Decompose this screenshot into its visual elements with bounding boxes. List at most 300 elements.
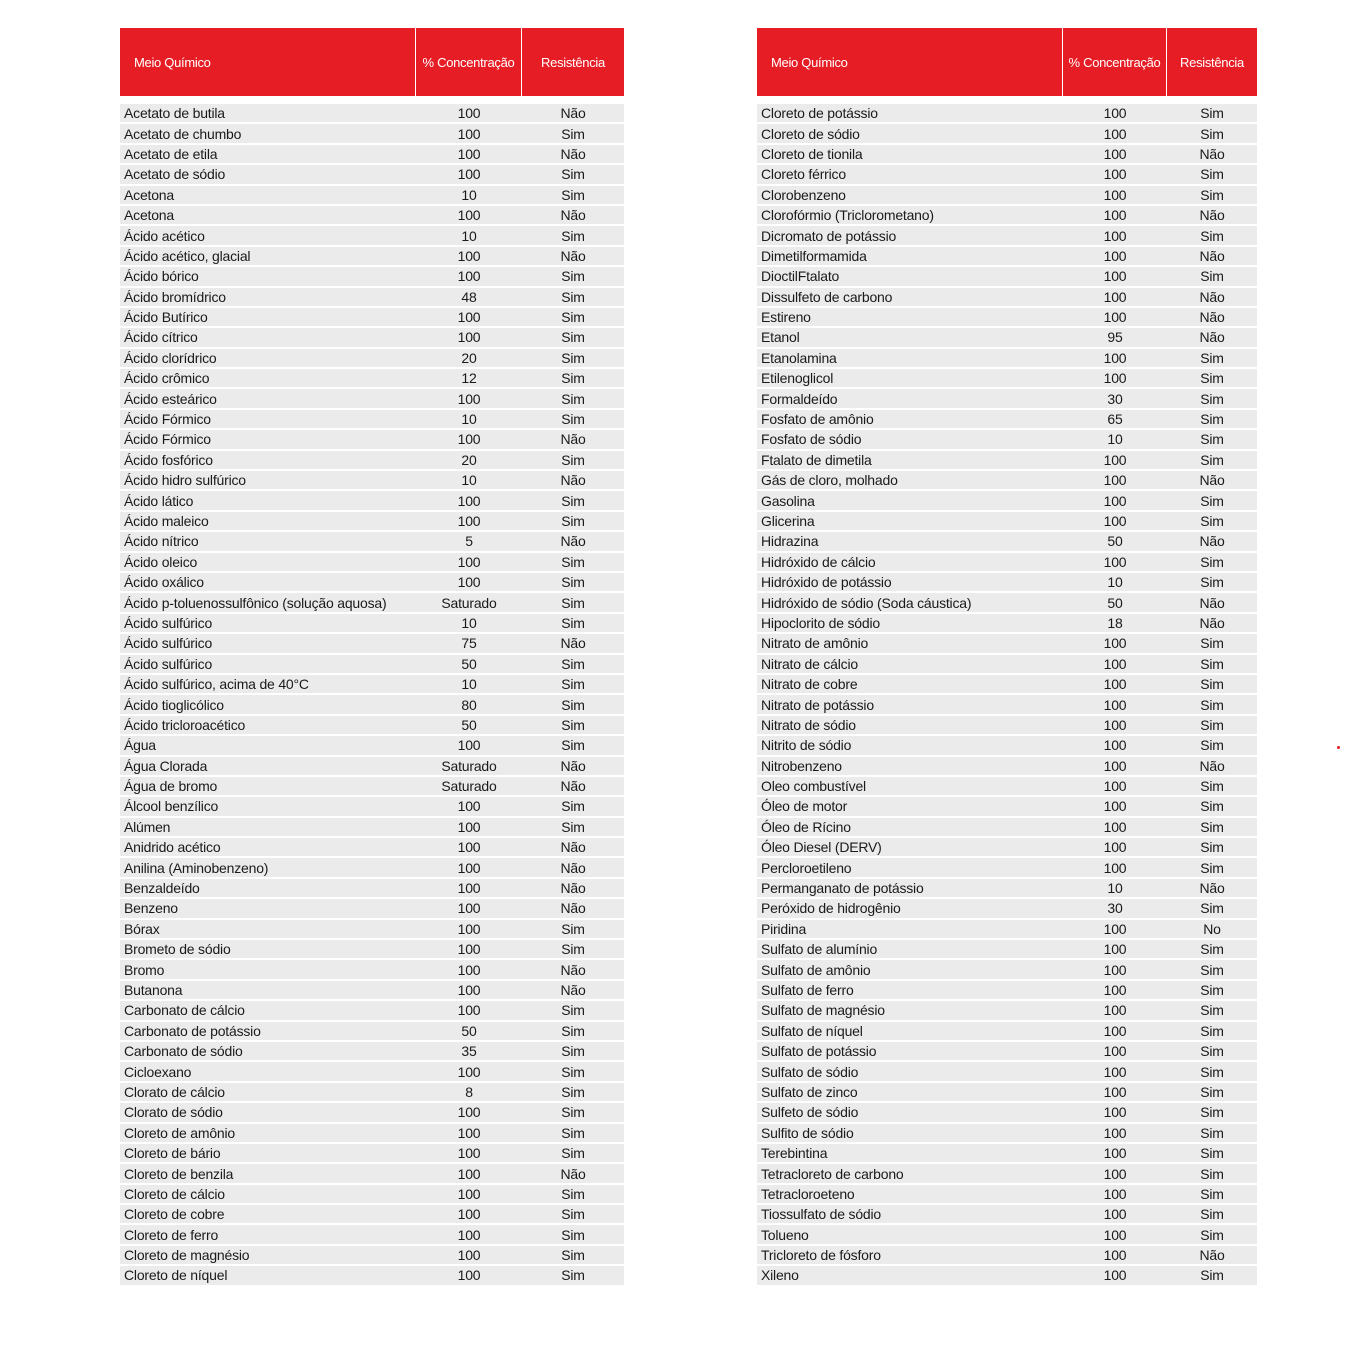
chemical-name: Dicromato de potássio [757, 226, 1063, 246]
chemical-name: Ácido Butírico [120, 308, 416, 328]
chemical-name: Gás de cloro, molhado [757, 471, 1063, 491]
table-row [757, 675, 1257, 695]
resistance-value: Sim [522, 1185, 624, 1205]
table-row [757, 410, 1257, 430]
chemical-name: Ácido Fórmico [120, 430, 416, 450]
concentration-value: 100 [1063, 1144, 1167, 1164]
concentration-value: 100 [416, 145, 522, 165]
table-row [757, 267, 1257, 287]
table-row [757, 1042, 1257, 1062]
concentration-value: 10 [416, 614, 522, 634]
resistance-value: Sim [522, 1083, 624, 1103]
resistance-value: Sim [1167, 940, 1257, 960]
chemical-name: Oleo combustível [757, 777, 1063, 797]
table-row [120, 226, 624, 246]
table-row [757, 899, 1257, 919]
table-row [757, 471, 1257, 491]
concentration-value: 100 [1063, 349, 1167, 369]
chemical-name: Ácido sulfúrico [120, 634, 416, 654]
table-row [120, 960, 624, 980]
chemical-name: Piridina [757, 920, 1063, 940]
resistance-value: Sim [522, 165, 624, 185]
resistance-value: No [1167, 920, 1257, 940]
table-row [757, 1144, 1257, 1164]
table-row [757, 1103, 1257, 1123]
resistance-value: Não [522, 532, 624, 552]
table-row [757, 634, 1257, 654]
table-row [120, 288, 624, 308]
table-row [120, 675, 624, 695]
chemical-name: Nitrato de sódio [757, 716, 1063, 736]
table-row [757, 186, 1257, 206]
resistance-value: Não [1167, 593, 1257, 613]
resistance-value: Não [522, 858, 624, 878]
concentration-value: 100 [1063, 797, 1167, 817]
chemical-name: Brometo de sódio [120, 940, 416, 960]
concentration-value: 100 [1063, 838, 1167, 858]
resistance-value: Sim [522, 186, 624, 206]
table-row [120, 308, 624, 328]
resistance-value: Sim [522, 1266, 624, 1286]
chemical-name: Tiossulfato de sódio [757, 1205, 1063, 1225]
chemical-name: Etanolamina [757, 349, 1063, 369]
chemical-name: Dissulfeto de carbono [757, 288, 1063, 308]
concentration-value: 50 [416, 655, 522, 675]
resistance-value: Não [1167, 757, 1257, 777]
table-row [120, 879, 624, 899]
resistance-value: Sim [522, 940, 624, 960]
concentration-value: 100 [416, 308, 522, 328]
concentration-value: 100 [1063, 981, 1167, 1001]
resistance-value: Sim [522, 349, 624, 369]
table-row [120, 369, 624, 389]
chemical-name: Permanganato de potássio [757, 879, 1063, 899]
resistance-value: Sim [522, 267, 624, 287]
table-row [757, 124, 1257, 144]
table-row [120, 124, 624, 144]
resistance-value: Sim [522, 288, 624, 308]
table-row [757, 553, 1257, 573]
chemical-name: DioctilFtalato [757, 267, 1063, 287]
chemical-name: Água de bromo [120, 777, 416, 797]
resistance-value: Sim [522, 736, 624, 756]
concentration-value: 100 [1063, 1164, 1167, 1184]
concentration-value: 50 [416, 1022, 522, 1042]
resistance-value: Sim [522, 328, 624, 348]
concentration-value: 100 [416, 1001, 522, 1021]
table-row [757, 1062, 1257, 1082]
chemical-name: Nitrito de sódio [757, 736, 1063, 756]
table-row [120, 1225, 624, 1245]
chemical-name: Sulfato de amônio [757, 960, 1063, 980]
chemical-name: Tetracloroeteno [757, 1185, 1063, 1205]
table-row [757, 1266, 1257, 1286]
chemical-name: Clorobenzeno [757, 186, 1063, 206]
table-row [757, 940, 1257, 960]
resistance-value: Sim [522, 553, 624, 573]
concentration-value: 100 [1063, 512, 1167, 532]
concentration-value: 100 [416, 328, 522, 348]
resistance-value: Não [522, 899, 624, 919]
concentration-value: 30 [1063, 899, 1167, 919]
concentration-value: 100 [416, 124, 522, 144]
chemical-name: Álcool benzílico [120, 797, 416, 817]
resistance-value: Não [522, 838, 624, 858]
chemical-name: Óleo de Rícino [757, 818, 1063, 838]
chemical-name: Cloreto de sódio [757, 124, 1063, 144]
concentration-value: 100 [1063, 369, 1167, 389]
resistance-value: Sim [1167, 1001, 1257, 1021]
chemical-name: Nitrato de amônio [757, 634, 1063, 654]
resistance-value: Sim [1167, 1083, 1257, 1103]
resistance-value: Não [522, 247, 624, 267]
chemical-name: Etanol [757, 328, 1063, 348]
resistance-value: Sim [1167, 104, 1257, 124]
chemical-name: Óleo de motor [757, 797, 1063, 817]
concentration-value: 10 [416, 186, 522, 206]
table-row [757, 328, 1257, 348]
resistance-value: Sim [522, 389, 624, 409]
table-row [120, 777, 624, 797]
chemical-name: Cloreto de tionila [757, 145, 1063, 165]
concentration-value: 100 [1063, 186, 1167, 206]
table-row [120, 145, 624, 165]
concentration-value: 50 [416, 716, 522, 736]
resistance-value: Sim [522, 593, 624, 613]
column-header-concentration: % Concentração [1063, 28, 1167, 96]
table-row [120, 389, 624, 409]
resistance-value: Sim [1167, 1205, 1257, 1225]
chemical-name: Sulfato de potássio [757, 1042, 1063, 1062]
resistance-value: Sim [1167, 573, 1257, 593]
concentration-value: 100 [416, 267, 522, 287]
concentration-value: 100 [1063, 288, 1167, 308]
concentration-value: 5 [416, 532, 522, 552]
concentration-value: 100 [1063, 124, 1167, 144]
resistance-value: Não [1167, 145, 1257, 165]
concentration-value: 100 [1063, 1124, 1167, 1144]
table-row [757, 736, 1257, 756]
table-row [120, 1164, 624, 1184]
concentration-value: 100 [1063, 308, 1167, 328]
table-row [757, 308, 1257, 328]
table-row [757, 1083, 1257, 1103]
chemical-name: Benzeno [120, 899, 416, 919]
resistance-value: Sim [1167, 1225, 1257, 1245]
chemical-name: Nitrobenzeno [757, 757, 1063, 777]
concentration-value: 100 [416, 858, 522, 878]
table-row [757, 104, 1257, 124]
chemical-name: Ácido nítrico [120, 532, 416, 552]
chemical-name: Ácido clorídrico [120, 349, 416, 369]
table-row [757, 695, 1257, 715]
chemical-name: Clorato de cálcio [120, 1083, 416, 1103]
resistance-value: Não [1167, 308, 1257, 328]
chemical-name: Ácido bórico [120, 267, 416, 287]
chemical-name: Nitrato de potássio [757, 695, 1063, 715]
concentration-value: 95 [1063, 328, 1167, 348]
chemical-name: Sulfato de magnésio [757, 1001, 1063, 1021]
resistance-value: Não [522, 430, 624, 450]
table-row [120, 512, 624, 532]
chemical-name: Ácido sulfúrico [120, 614, 416, 634]
resistance-value: Sim [1167, 430, 1257, 450]
chemical-name: Gasolina [757, 491, 1063, 511]
concentration-value: 100 [416, 389, 522, 409]
column-header-chemical: Meio Químico [120, 28, 416, 96]
chemical-name: Cloreto de ferro [120, 1225, 416, 1245]
chemical-name: Ácido sulfúrico, acima de 40°C [120, 675, 416, 695]
concentration-value: 100 [1063, 491, 1167, 511]
chemical-name: Butanona [120, 981, 416, 1001]
chemical-name: Ácido oleico [120, 553, 416, 573]
table-row [757, 389, 1257, 409]
chemical-name: Glicerina [757, 512, 1063, 532]
chemical-name: Ácido crômico [120, 369, 416, 389]
chemical-name: Bromo [120, 960, 416, 980]
table-row [120, 757, 624, 777]
chemical-name: Ácido oxálico [120, 573, 416, 593]
table-row [120, 593, 624, 613]
chemical-name: Sulfato de sódio [757, 1062, 1063, 1082]
chemical-name: Ácido bromídrico [120, 288, 416, 308]
table-row [120, 573, 624, 593]
table-row [120, 920, 624, 940]
chemical-name: Hipoclorito de sódio [757, 614, 1063, 634]
chemical-name: Anidrido acético [120, 838, 416, 858]
table-row [120, 981, 624, 1001]
concentration-value: 10 [1063, 573, 1167, 593]
concentration-value: 100 [1063, 1022, 1167, 1042]
table-row [120, 491, 624, 511]
concentration-value: 100 [1063, 1103, 1167, 1123]
resistance-value: Sim [1167, 1062, 1257, 1082]
resistance-value: Sim [1167, 1103, 1257, 1123]
chemical-name: Água [120, 736, 416, 756]
resistance-value: Sim [522, 512, 624, 532]
concentration-value: 100 [416, 553, 522, 573]
table-row [757, 716, 1257, 736]
table-row [120, 1022, 624, 1042]
resistance-value: Sim [522, 716, 624, 736]
table-row [120, 940, 624, 960]
table-row [757, 757, 1257, 777]
resistance-value: Não [522, 879, 624, 899]
resistance-value: Sim [1167, 226, 1257, 246]
concentration-value: 100 [416, 960, 522, 980]
resistance-value: Sim [1167, 1185, 1257, 1205]
concentration-value: 100 [1063, 960, 1167, 980]
table-row [120, 186, 624, 206]
resistance-value: Sim [522, 1225, 624, 1245]
resistance-value: Sim [1167, 369, 1257, 389]
resistance-value: Sim [522, 797, 624, 817]
table-row [120, 655, 624, 675]
chemical-name: Ftalato de dimetila [757, 451, 1063, 471]
table-row [120, 1185, 624, 1205]
resistance-value: Sim [522, 1042, 624, 1062]
concentration-value: 100 [416, 491, 522, 511]
resistance-value: Sim [1167, 695, 1257, 715]
resistance-value: Sim [1167, 675, 1257, 695]
resistance-value: Sim [522, 1205, 624, 1225]
resistance-value: Sim [522, 818, 624, 838]
table-row [120, 532, 624, 552]
table-row [120, 328, 624, 348]
table-row [757, 1001, 1257, 1021]
resistance-value: Sim [522, 124, 624, 144]
chemical-name: Hidróxido de potássio [757, 573, 1063, 593]
resistance-value: Sim [1167, 512, 1257, 532]
chemical-resistance-table-right [757, 28, 1257, 1287]
concentration-value: 100 [416, 1205, 522, 1225]
concentration-value: 65 [1063, 410, 1167, 430]
chemical-name: Cloreto de amônio [120, 1124, 416, 1144]
resistance-value: Não [522, 145, 624, 165]
table-row [757, 1205, 1257, 1225]
chemical-name: Etilenoglicol [757, 369, 1063, 389]
resistance-value: Sim [522, 451, 624, 471]
table-row [757, 1185, 1257, 1205]
table-row [120, 553, 624, 573]
table-row [757, 797, 1257, 817]
concentration-value: 100 [416, 104, 522, 124]
table-row [757, 593, 1257, 613]
resistance-value: Sim [522, 920, 624, 940]
table-row [757, 879, 1257, 899]
table-row [757, 369, 1257, 389]
resistance-value: Sim [522, 410, 624, 430]
resistance-value: Sim [522, 655, 624, 675]
chemical-name: Fosfato de amônio [757, 410, 1063, 430]
concentration-value: 10 [416, 410, 522, 430]
column-header-resistance: Resistência [522, 28, 624, 96]
concentration-value: 100 [1063, 920, 1167, 940]
concentration-value: 50 [1063, 593, 1167, 613]
resistance-value: Não [1167, 532, 1257, 552]
resistance-value: Sim [522, 1144, 624, 1164]
resistance-value: Sim [522, 1246, 624, 1266]
concentration-value: 100 [1063, 206, 1167, 226]
chemical-name: Carbonato de sódio [120, 1042, 416, 1062]
stray-mark [1337, 746, 1340, 749]
chemical-name: Ácido fosfórico [120, 451, 416, 471]
resistance-value: Sim [522, 1022, 624, 1042]
table-row [120, 818, 624, 838]
concentration-value: 30 [1063, 389, 1167, 409]
chemical-name: Acetona [120, 206, 416, 226]
chemical-name: Nitrato de cobre [757, 675, 1063, 695]
resistance-value: Sim [522, 1103, 624, 1123]
table-header-row [757, 28, 1257, 96]
resistance-value: Não [522, 981, 624, 1001]
concentration-value: 48 [416, 288, 522, 308]
resistance-value: Sim [1167, 1042, 1257, 1062]
chemical-name: Ácido tricloroacético [120, 716, 416, 736]
resistance-value: Não [1167, 614, 1257, 634]
table-row [120, 1124, 624, 1144]
concentration-value: 100 [1063, 1001, 1167, 1021]
concentration-value: 100 [1063, 471, 1167, 491]
table-row [757, 573, 1257, 593]
table-row [120, 1144, 624, 1164]
table-header-row [120, 28, 624, 96]
concentration-value: 10 [1063, 879, 1167, 899]
chemical-name: Clorofórmio (Triclorometano) [757, 206, 1063, 226]
table-row [757, 1124, 1257, 1144]
table-row [120, 1042, 624, 1062]
resistance-value: Sim [1167, 1124, 1257, 1144]
concentration-value: 10 [1063, 430, 1167, 450]
resistance-value: Sim [1167, 389, 1257, 409]
concentration-value: 100 [1063, 1185, 1167, 1205]
concentration-value: 100 [1063, 451, 1167, 471]
concentration-value: 100 [416, 430, 522, 450]
resistance-value: Não [522, 206, 624, 226]
chemical-name: Hidróxido de cálcio [757, 553, 1063, 573]
chemical-name: Ácido hidro sulfúrico [120, 471, 416, 491]
table-row [757, 491, 1257, 511]
chemical-name: Cloreto de níquel [120, 1266, 416, 1286]
chemical-name: Ácido acético, glacial [120, 247, 416, 267]
concentration-value: 100 [1063, 1266, 1167, 1286]
resistance-value: Sim [1167, 1022, 1257, 1042]
table-row [120, 838, 624, 858]
table-body-right [757, 96, 1257, 1287]
table-row [757, 614, 1257, 634]
concentration-value: 18 [1063, 614, 1167, 634]
chemical-name: Bórax [120, 920, 416, 940]
resistance-value: Sim [1167, 634, 1257, 654]
chemical-name: Cloreto de benzila [120, 1164, 416, 1184]
table-row [757, 655, 1257, 675]
table-row [757, 1022, 1257, 1042]
resistance-value: Sim [522, 308, 624, 328]
chemical-name: Cloreto de potássio [757, 104, 1063, 124]
chemical-name: Alúmen [120, 818, 416, 838]
chemical-name: Ácido acético [120, 226, 416, 246]
resistance-value: Sim [522, 369, 624, 389]
chemical-name: Óleo Diesel (DERV) [757, 838, 1063, 858]
concentration-value: 100 [416, 940, 522, 960]
resistance-value: Sim [1167, 736, 1257, 756]
chemical-name: Água Clorada [120, 757, 416, 777]
chemical-name: Ácido tioglicólico [120, 695, 416, 715]
resistance-value: Não [522, 104, 624, 124]
table-row [120, 430, 624, 450]
chemical-name: Xileno [757, 1266, 1063, 1286]
resistance-value: Sim [1167, 1144, 1257, 1164]
concentration-value: 100 [1063, 940, 1167, 960]
chemical-name: Estireno [757, 308, 1063, 328]
resistance-value: Não [1167, 879, 1257, 899]
concentration-value: 100 [416, 1062, 522, 1082]
table-row [120, 899, 624, 919]
resistance-value: Não [1167, 471, 1257, 491]
chemical-name: Ácido maleico [120, 512, 416, 532]
table-row [757, 206, 1257, 226]
table-row [757, 960, 1257, 980]
table-body-left [120, 96, 624, 1287]
concentration-value: 20 [416, 451, 522, 471]
resistance-value: Sim [1167, 838, 1257, 858]
resistance-value: Sim [522, 1124, 624, 1144]
chemical-name: Cloreto férrico [757, 165, 1063, 185]
concentration-value: 100 [416, 818, 522, 838]
table-row [120, 716, 624, 736]
resistance-value: Não [1167, 247, 1257, 267]
resistance-value: Sim [1167, 165, 1257, 185]
